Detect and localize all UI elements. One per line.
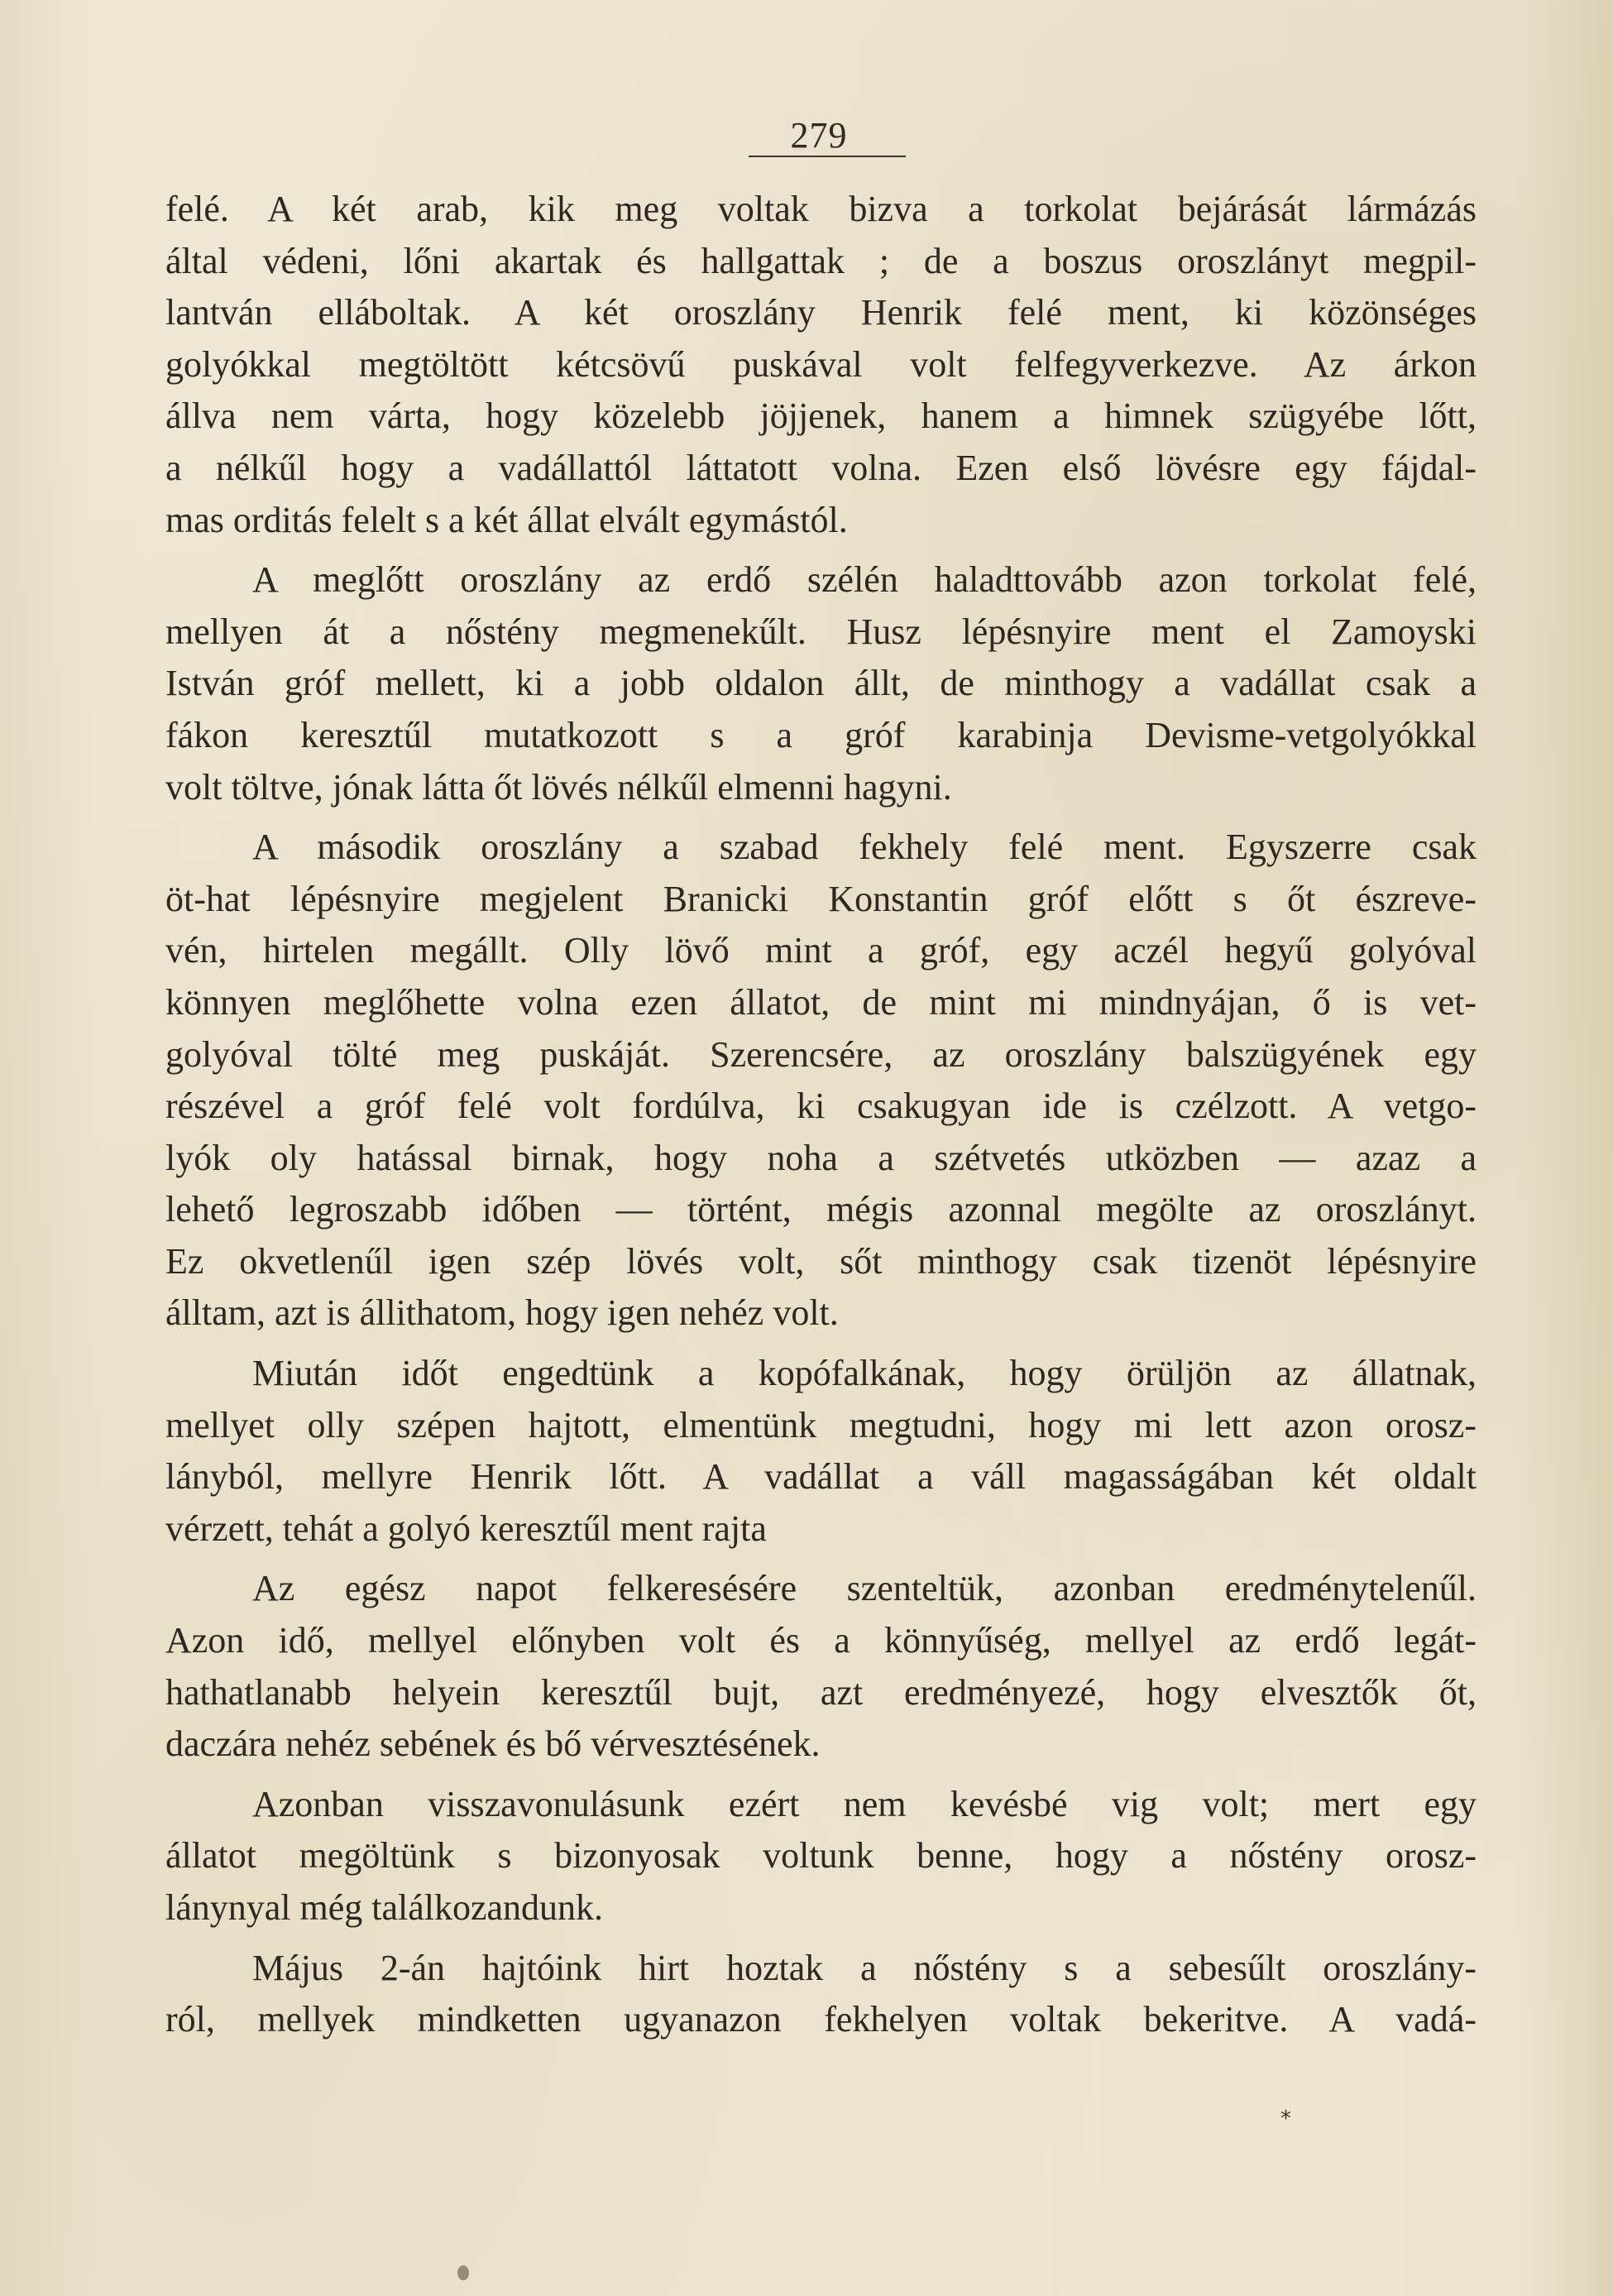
text-line: vén, hirtelen megállt. Olly lövő mint a gróf, egy aczél hegyű golyóval: [165, 930, 1477, 971]
text-line: öt-hat lépésnyire megjelent Branicki Konstantin gróf előtt s őt észreve-: [165, 878, 1477, 919]
text-line: részével a gróf felé volt fordúlva, ki csakugyan ide is czélzott. A vetgo-: [165, 1086, 1477, 1127]
paragraph-2: [165, 554, 1477, 813]
text-line: lehető legroszabb időben — történt, mégis azonnal megölte az oroszlányt.: [165, 1189, 1477, 1230]
paragraph-5: [165, 1563, 1477, 1770]
text-line: lyók oly hatással birnak, hogy noha a szétvetés utközben — azaz a: [165, 1137, 1477, 1178]
text-line: volt töltve, jónak látta őt lövés nélkűl elmenni hagyni.: [165, 766, 952, 808]
text-line: hathatlanabb helyein keresztűl bujt, azt eredményezé, hogy elvesztők őt,: [165, 1671, 1477, 1713]
text-line: daczára nehéz sebének és bő vérvesztésének.: [165, 1723, 821, 1765]
text-line: Ez okvetlenűl igen szép lövés volt, sőt minthogy csak tizenöt lépésnyire: [165, 1240, 1477, 1282]
text-line: mas orditás felelt s a két állat elvált egymástól.: [165, 499, 848, 540]
text-line: lánynyal még találkozandunk.: [165, 1887, 604, 1928]
body-text: [165, 184, 1477, 2054]
paragraph-6: [165, 1779, 1477, 1934]
header-rule: [749, 156, 906, 157]
signature-mark: *: [1280, 2107, 1291, 2131]
text-line: ról, mellyek mindketten ugyanazon fekhelyen voltak bekeritve. A vadá-: [165, 1999, 1477, 2040]
text-line: Május 2-án hajtóink hirt hoztak a nőstény s a sebesűlt oroszlány-: [252, 1947, 1477, 1988]
text-line: fákon keresztűl mutatkozott s a gróf karabinja Devisme-vetgolyókkal: [165, 714, 1477, 755]
text-line: felé. A két arab, kik meg voltak bizva a torkolat bejárását lármázás: [165, 189, 1477, 229]
page-number: 279: [790, 115, 848, 156]
text-line: golyóval tölté meg puskáját. Szerencsére, az oroszlány balszügyének egy: [165, 1033, 1477, 1075]
ink-smudge: [457, 2265, 469, 2280]
text-line: lányból, mellyre Henrik lőtt. A vadállat a váll magasságában két oldalt: [165, 1456, 1477, 1498]
paragraph-4: [165, 1348, 1477, 1555]
text-line: Azonban visszavonulásunk ezért nem kevésbé vig volt; mert egy: [252, 1783, 1477, 1824]
text-line: A második oroszlány a szabad fekhely felé ment. Egyszerre csak: [252, 827, 1477, 868]
text-line: mellyen át a nőstény megmenekűlt. Husz lépésnyire ment el Zamoyski: [165, 611, 1477, 652]
text-line: A meglőtt oroszlány az erdő szélén haladttovább azon torkolat felé,: [252, 559, 1477, 601]
paragraph-7: [165, 1943, 1477, 2046]
text-line: a nélkűl hogy a vadállattól láttatott volna. Ezen első lövésre egy fájdal-: [165, 447, 1477, 488]
text-line: állatot megöltünk s bizonyosak voltunk benne, hogy a nőstény orosz-: [165, 1835, 1477, 1877]
text-line: mellyet olly szépen hajtott, elmentünk megtudni, hogy mi lett azon orosz-: [165, 1404, 1477, 1445]
paragraph-1: [165, 184, 1477, 546]
text-line: állva nem várta, hogy közelebb jöjjenek, hanem a himnek szügyébe lőtt,: [165, 395, 1477, 437]
text-line: Azon idő, mellyel előnyben volt és a könnyűség, mellyel az erdő legát-: [165, 1620, 1477, 1661]
text-line: Az egész napot felkeresésére szenteltük, azonban eredménytelenűl.: [252, 1568, 1477, 1609]
text-line: lantván elláboltak. A két oroszlány Henrik felé ment, ki közönséges: [165, 292, 1477, 333]
text-line: álltam, azt is állithatom, hogy igen nehéz volt.: [165, 1292, 839, 1334]
paragraph-3: [165, 822, 1477, 1340]
text-line: golyókkal megtöltött kétcsövű puskával volt felfegyverkezve. Az árkon: [165, 343, 1477, 385]
text-line: István gróf mellett, ki a jobb oldalon állt, de minthogy a vadállat csak a: [165, 663, 1477, 704]
text-line: vérzett, tehát a golyó keresztűl ment rajta: [165, 1507, 767, 1549]
text-line: könnyen meglőhette volna ezen állatot, de mint mi mindnyájan, ő is vet-: [165, 981, 1477, 1023]
text-line: Miután időt engedtünk a kopófalkának, hogy örüljön az állatnak,: [252, 1353, 1477, 1394]
text-line: által védeni, lőni akartak és hallgattak ; de a boszus oroszlányt megpil-: [165, 240, 1477, 281]
